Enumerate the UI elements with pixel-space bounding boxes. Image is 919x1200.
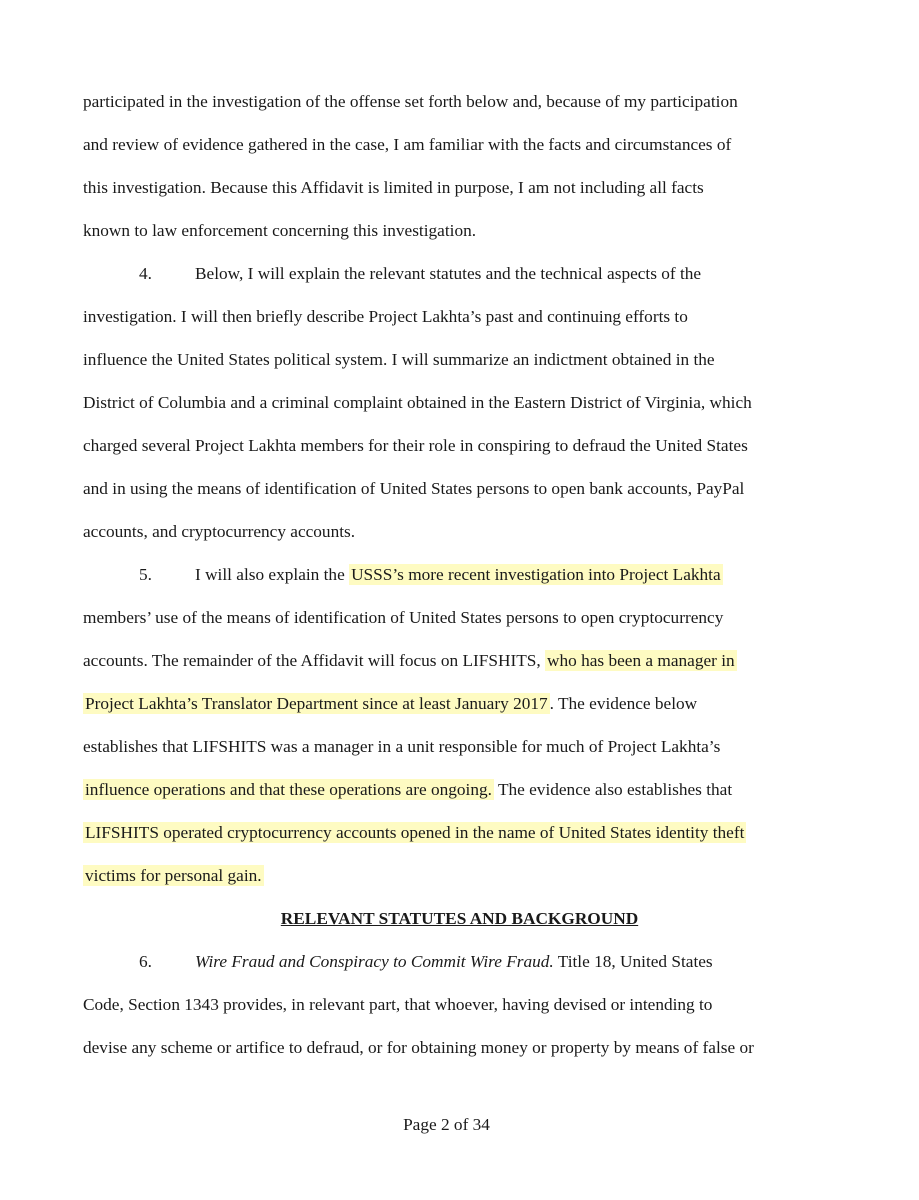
body-line (83, 649, 737, 673)
text-run: The evidence also establishes that (493, 780, 733, 799)
body-line: devise any scheme or artifice to defraud, or for obtaining money or property by means of false or (83, 1038, 754, 1057)
body-line (83, 692, 697, 716)
highlighted-text: Project Lakhta’s Translator Department since at least January 2017 (85, 694, 548, 713)
body-line: charged several Project Lakhta members for their role in conspiring to defraud the United States (83, 436, 748, 455)
highlighted-text: who has been a manager in (547, 651, 735, 670)
paragraph-number: 5. (139, 565, 152, 584)
paragraph-number: 4. (139, 264, 152, 283)
page-number: Page 2 of 34 (403, 1115, 490, 1134)
italic-title: Wire Fraud and Conspiracy to Commit Wire Fraud. (195, 952, 554, 971)
body-line (83, 778, 732, 802)
body-line (83, 864, 264, 888)
text-run: accounts. The remainder of the Affidavit will focus on LIFSHITS, (83, 651, 546, 670)
highlighted-text: LIFSHITS operated cryptocurrency accounts opened in the name of United States identity theft (85, 823, 745, 842)
text-run: I will also explain the (195, 565, 350, 584)
body-line: known to law enforcement concerning this investigation. (83, 221, 477, 240)
body-line: District of Columbia and a criminal complaint obtained in the Eastern District of Virginia, which (83, 393, 752, 412)
body-line: establishes that LIFSHITS was a manager in a unit responsible for much of Project Lakhta’s (83, 737, 721, 756)
body-line: this investigation. Because this Affidavit is limited in purpose, I am not including all facts (83, 178, 704, 197)
body-line: members’ use of the means of identification of United States persons to open cryptocurrency (83, 608, 724, 627)
body-line (195, 950, 713, 974)
section-heading: RELEVANT STATUTES AND BACKGROUND (280, 909, 639, 928)
body-line: influence the United States political system. I will summarize an indictment obtained in the (83, 350, 715, 369)
body-line (195, 563, 723, 587)
body-line: and in using the means of identification of United States persons to open bank accounts, PayPal (83, 479, 745, 498)
body-line: Below, I will explain the relevant statutes and the technical aspects of the (195, 264, 702, 283)
body-line: participated in the investigation of the offense set forth below and, because of my participation (83, 92, 738, 111)
body-line: Code, Section 1343 provides, in relevant part, that whoever, having devised or intending to (83, 995, 713, 1014)
paragraph-number: 6. (139, 952, 152, 971)
body-line: accounts, and cryptocurrency accounts. (83, 522, 356, 541)
body-line (83, 821, 746, 845)
text-run: . The evidence below (549, 694, 698, 713)
body-line: and review of evidence gathered in the case, I am familiar with the facts and circumstances of (83, 135, 732, 154)
highlighted-text: USSS’s more recent investigation into Project Lakhta (351, 565, 721, 584)
body-line: investigation. I will then briefly describe Project Lakhta’s past and continuing efforts to (83, 307, 688, 326)
highlighted-text: influence operations and that these operations are ongoing. (85, 780, 492, 799)
highlighted-text: victims for personal gain. (85, 866, 262, 885)
text-run: Title 18, United States (553, 952, 713, 971)
